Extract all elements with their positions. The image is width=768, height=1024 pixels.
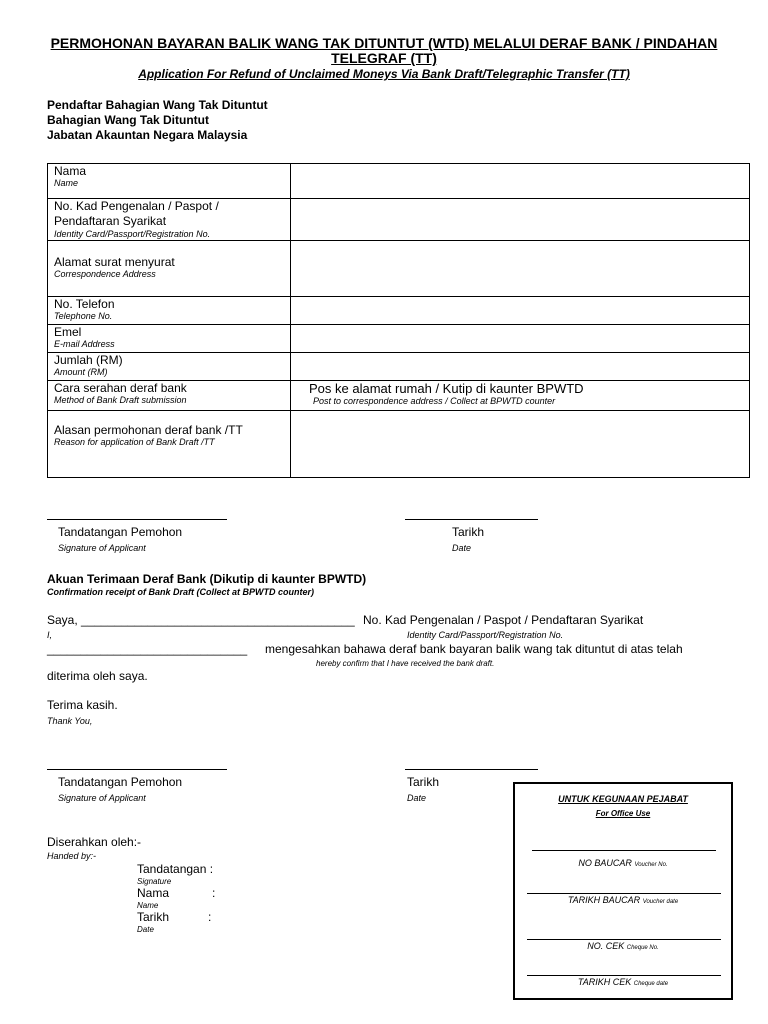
confirm-text-en: hereby confirm that I have received the bank draft.	[316, 659, 495, 668]
confirmation-heading: Akuan Terimaan Deraf Bank (Dikutip di kaunter BPWTD)	[47, 572, 367, 586]
handed-name-label: Nama	[137, 886, 170, 900]
name-label-cell: Nama Name	[48, 164, 291, 199]
date-label: Tarikh	[452, 525, 485, 539]
colon: :	[208, 910, 212, 924]
id-text: No. Kad Pengenalan / Paspot / Pendaftaran Syarikat	[363, 613, 644, 627]
name-field[interactable]	[291, 164, 750, 199]
handed-signature-label: Tandatangan :	[137, 862, 214, 876]
handed-date-label-en: Date	[137, 925, 154, 934]
cheque-no-line[interactable]	[527, 939, 721, 940]
amount-label-cell: Jumlah (RM) Amount (RM)	[48, 353, 291, 381]
saya-line: Saya, _________________________________________	[47, 613, 355, 627]
signature-label-2: Tandatangan Pemohon	[58, 775, 183, 789]
voucher-date-field: TARIKH BAUCAR Voucher date	[567, 895, 679, 905]
voucher-no-line[interactable]	[532, 850, 716, 851]
id-field[interactable]	[291, 199, 750, 241]
handed-by-title-en: Handed by:-	[47, 851, 97, 861]
reason-label-cell: Alasan permohonan deraf bank /TT Reason for application of Bank Draft /TT	[48, 411, 291, 478]
cheque-date-field: TARIKH CEK Cheque date	[577, 977, 669, 987]
date-label-en: Date	[452, 543, 472, 553]
address-label-cell: Alamat surat menyurat Correspondence Address	[48, 241, 291, 297]
voucher-no-field: NO BAUCAR Voucher No.	[578, 858, 668, 868]
office-use-box	[513, 782, 733, 1000]
blank-line: ______________________________	[47, 642, 248, 656]
confirm-text: mengesahkan bahawa deraf bank bayaran balik wang tak dituntut di atas telah	[265, 642, 683, 656]
cheque-no-field: NO. CEK Cheque No.	[587, 941, 659, 951]
signature-label: Tandatangan Pemohon	[58, 525, 183, 539]
date-line[interactable]	[405, 519, 538, 520]
date-line-2[interactable]	[405, 769, 538, 770]
received-text: diterima oleh saya.	[47, 669, 148, 683]
office-use-title: UNTUK KEGUNAAN PEJABAT	[558, 794, 688, 804]
phone-field[interactable]	[291, 297, 750, 325]
confirmation-heading-en: Confirmation receipt of Bank Draft (Collect at BPWTD counter)	[47, 587, 315, 597]
handed-name-label-en: Name	[137, 901, 159, 910]
signature-label-en: Signature of Applicant	[58, 543, 146, 553]
date-label-2-en: Date	[407, 793, 427, 803]
thanks-text-en: Thank You,	[47, 716, 93, 726]
id-text-en: Identity Card/Passport/Registration No.	[407, 630, 564, 640]
office-use-title-en: For Office Use	[595, 809, 651, 818]
email-label-cell: Emel E-mail Address	[48, 325, 291, 353]
email-field[interactable]	[291, 325, 750, 353]
handed-signature-label-en: Signature	[137, 877, 172, 886]
submission-method-field[interactable]: Pos ke alamat rumah / Kutip di kaunter BPWTD Post to correspondence address / Collect at BPWTD counter	[291, 381, 750, 411]
handed-by-title: Diserahkan oleh:-	[47, 835, 142, 849]
date-label-2: Tarikh	[407, 775, 440, 789]
form-title-english: Application For Refund of Unclaimed Moneys Via Bank Draft/Telegraphic Transfer (TT)	[138, 67, 630, 81]
cheque-date-line[interactable]	[527, 975, 721, 976]
applicant-signature-line[interactable]	[47, 519, 227, 520]
id-label-cell: No. Kad Pengenalan / Paspot / Pendaftaran Syarikat Identity Card/Passport/Registration No.	[48, 199, 291, 241]
form-title: PERMOHONAN BAYARAN BALIK WANG TAK DITUNTUT (WTD) MELALUI DERAF BANK / PINDAHAN TELEGRAF (TT)	[50, 35, 718, 66]
address-field[interactable]	[291, 241, 750, 297]
addressee-line: Pendaftar Bahagian Wang Tak Dituntut	[47, 98, 268, 112]
i-label-en: I,	[47, 630, 53, 640]
signature-label-2-en: Signature of Applicant	[58, 793, 146, 803]
amount-field[interactable]	[291, 353, 750, 381]
thanks-text: Terima kasih.	[47, 698, 118, 712]
colon: :	[212, 886, 216, 900]
applicant-signature-line-2[interactable]	[47, 769, 227, 770]
applicant-form-table	[47, 163, 750, 478]
voucher-date-line[interactable]	[527, 893, 721, 894]
submission-method-label-cell: Cara serahan deraf bank Method of Bank Draft submission	[48, 381, 291, 411]
addressee-line: Jabatan Akauntan Negara Malaysia	[47, 128, 248, 142]
addressee-line: Bahagian Wang Tak Dituntut	[47, 113, 209, 127]
handed-date-label: Tarikh	[137, 910, 170, 924]
reason-field[interactable]	[291, 411, 750, 478]
phone-label-cell: No. Telefon Telephone No.	[48, 297, 291, 325]
